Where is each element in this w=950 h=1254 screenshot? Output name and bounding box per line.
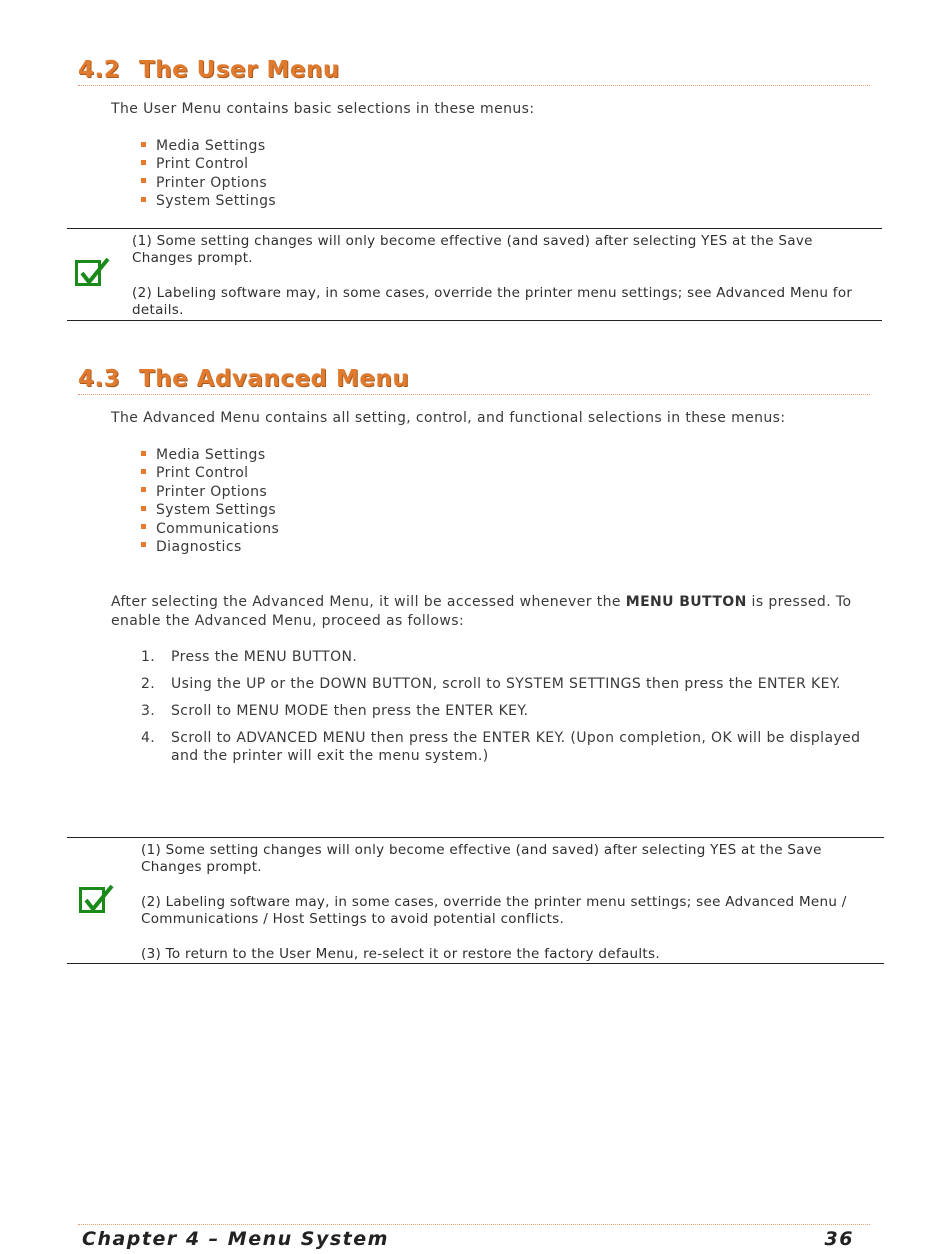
list-item [141,538,279,556]
list-item-label: Media Settings [156,138,266,154]
section-title: The User Menu [139,57,340,83]
page-footer [82,1228,854,1250]
bullet-square-icon [141,487,146,492]
menu-button-emphasis: MENU BUTTON [625,594,747,610]
note-line: (3) To return to the User Menu, re-select it or restore the factory defaults. [141,946,660,962]
bullet-square-icon [141,506,146,511]
note-line: (1) Some setting changes will only become effective (and saved) after selecting YES at the Save Changes prompt. [132,233,813,266]
advanced-menu-note [67,837,884,964]
list-item [141,155,276,173]
note-line: (2) Labeling software may, in some cases, override the printer menu settings; see Advanced Menu / Communications / Host Settings to avoid potential conflicts. [141,894,847,927]
step-text: Using the UP or the DOWN BUTTON, scroll to SYSTEM SETTINGS then press the ENTER KEY. [171,676,841,692]
bullet-square-icon [141,469,146,474]
bullet-square-icon [141,197,146,202]
section-title: The Advanced Menu [139,366,410,392]
user-menu-note [67,228,882,321]
note-text [132,233,862,319]
bullet-square-icon [141,178,146,183]
list-item [141,483,279,501]
list-item-label: Print Control [156,156,249,173]
list-item [141,137,276,155]
step-text: Press the MENU BUTTON. [171,649,358,665]
list-item-label: Media Settings [156,447,266,463]
list-item-label: System Settings [156,502,277,519]
section-heading-advanced-menu [78,366,870,395]
step-item [141,648,861,666]
section-number: 4.3 [78,366,121,392]
list-item-label: Printer Options [156,174,268,191]
list-item [141,501,279,519]
list-item-label: Printer Options [156,483,268,500]
list-item [141,520,279,538]
list-item-label: Communications [156,520,280,537]
list-item-label: System Settings [156,193,277,210]
list-item [141,446,279,464]
section-number: 4.2 [78,57,121,83]
step-item [141,675,861,693]
step-text: Scroll to ADVANCED MENU then press the ENTER KEY. (Upon completion, OK will be displayed and the printer will exit the menu system.) [171,730,861,764]
checkbox-check-icon [75,260,101,286]
bullet-square-icon [141,142,146,147]
page-number: 36 [824,1228,854,1250]
step-item [141,729,861,765]
body-text: After selecting the Advanced Menu, it will be accessed whenever the [111,594,626,610]
footer-divider [78,1224,870,1225]
user-menu-list [141,137,276,211]
chapter-title: Chapter 4 – Menu System [82,1228,389,1250]
step-number: 1. [141,649,156,665]
user-menu-intro: The User Menu contains basic selections in these menus: [111,101,535,117]
advanced-menu-body [111,593,861,630]
advanced-menu-list [141,446,279,556]
bullet-square-icon [141,542,146,547]
list-item-label: Print Control [156,465,249,482]
step-number: 2. [141,676,156,692]
note-line: (1) Some setting changes will only become effective (and saved) after selecting YES at the Save Changes prompt. [141,842,822,875]
step-text: Scroll to MENU MODE then press the ENTER KEY. [171,703,529,719]
bullet-square-icon [141,451,146,456]
list-item [141,464,279,482]
checkbox-check-icon [79,887,105,913]
advanced-menu-intro: The Advanced Menu contains all setting, control, and functional selections in these menus: [111,410,786,426]
bullet-square-icon [141,524,146,529]
note-text [141,842,873,963]
list-item [141,192,276,210]
list-item-label: Diagnostics [156,538,242,555]
enable-steps-list [141,648,861,774]
body-text: is pressed. To enable the Advanced Menu, proceed as follows: [111,594,852,629]
list-item [141,174,276,192]
note-line: (2) Labeling software may, in some cases, override the printer menu settings; see Advanced Menu for details. [132,285,853,318]
step-number: 3. [141,703,156,719]
section-heading-user-menu [78,57,870,86]
step-number: 4. [141,730,156,746]
bullet-square-icon [141,160,146,165]
step-item [141,702,861,720]
